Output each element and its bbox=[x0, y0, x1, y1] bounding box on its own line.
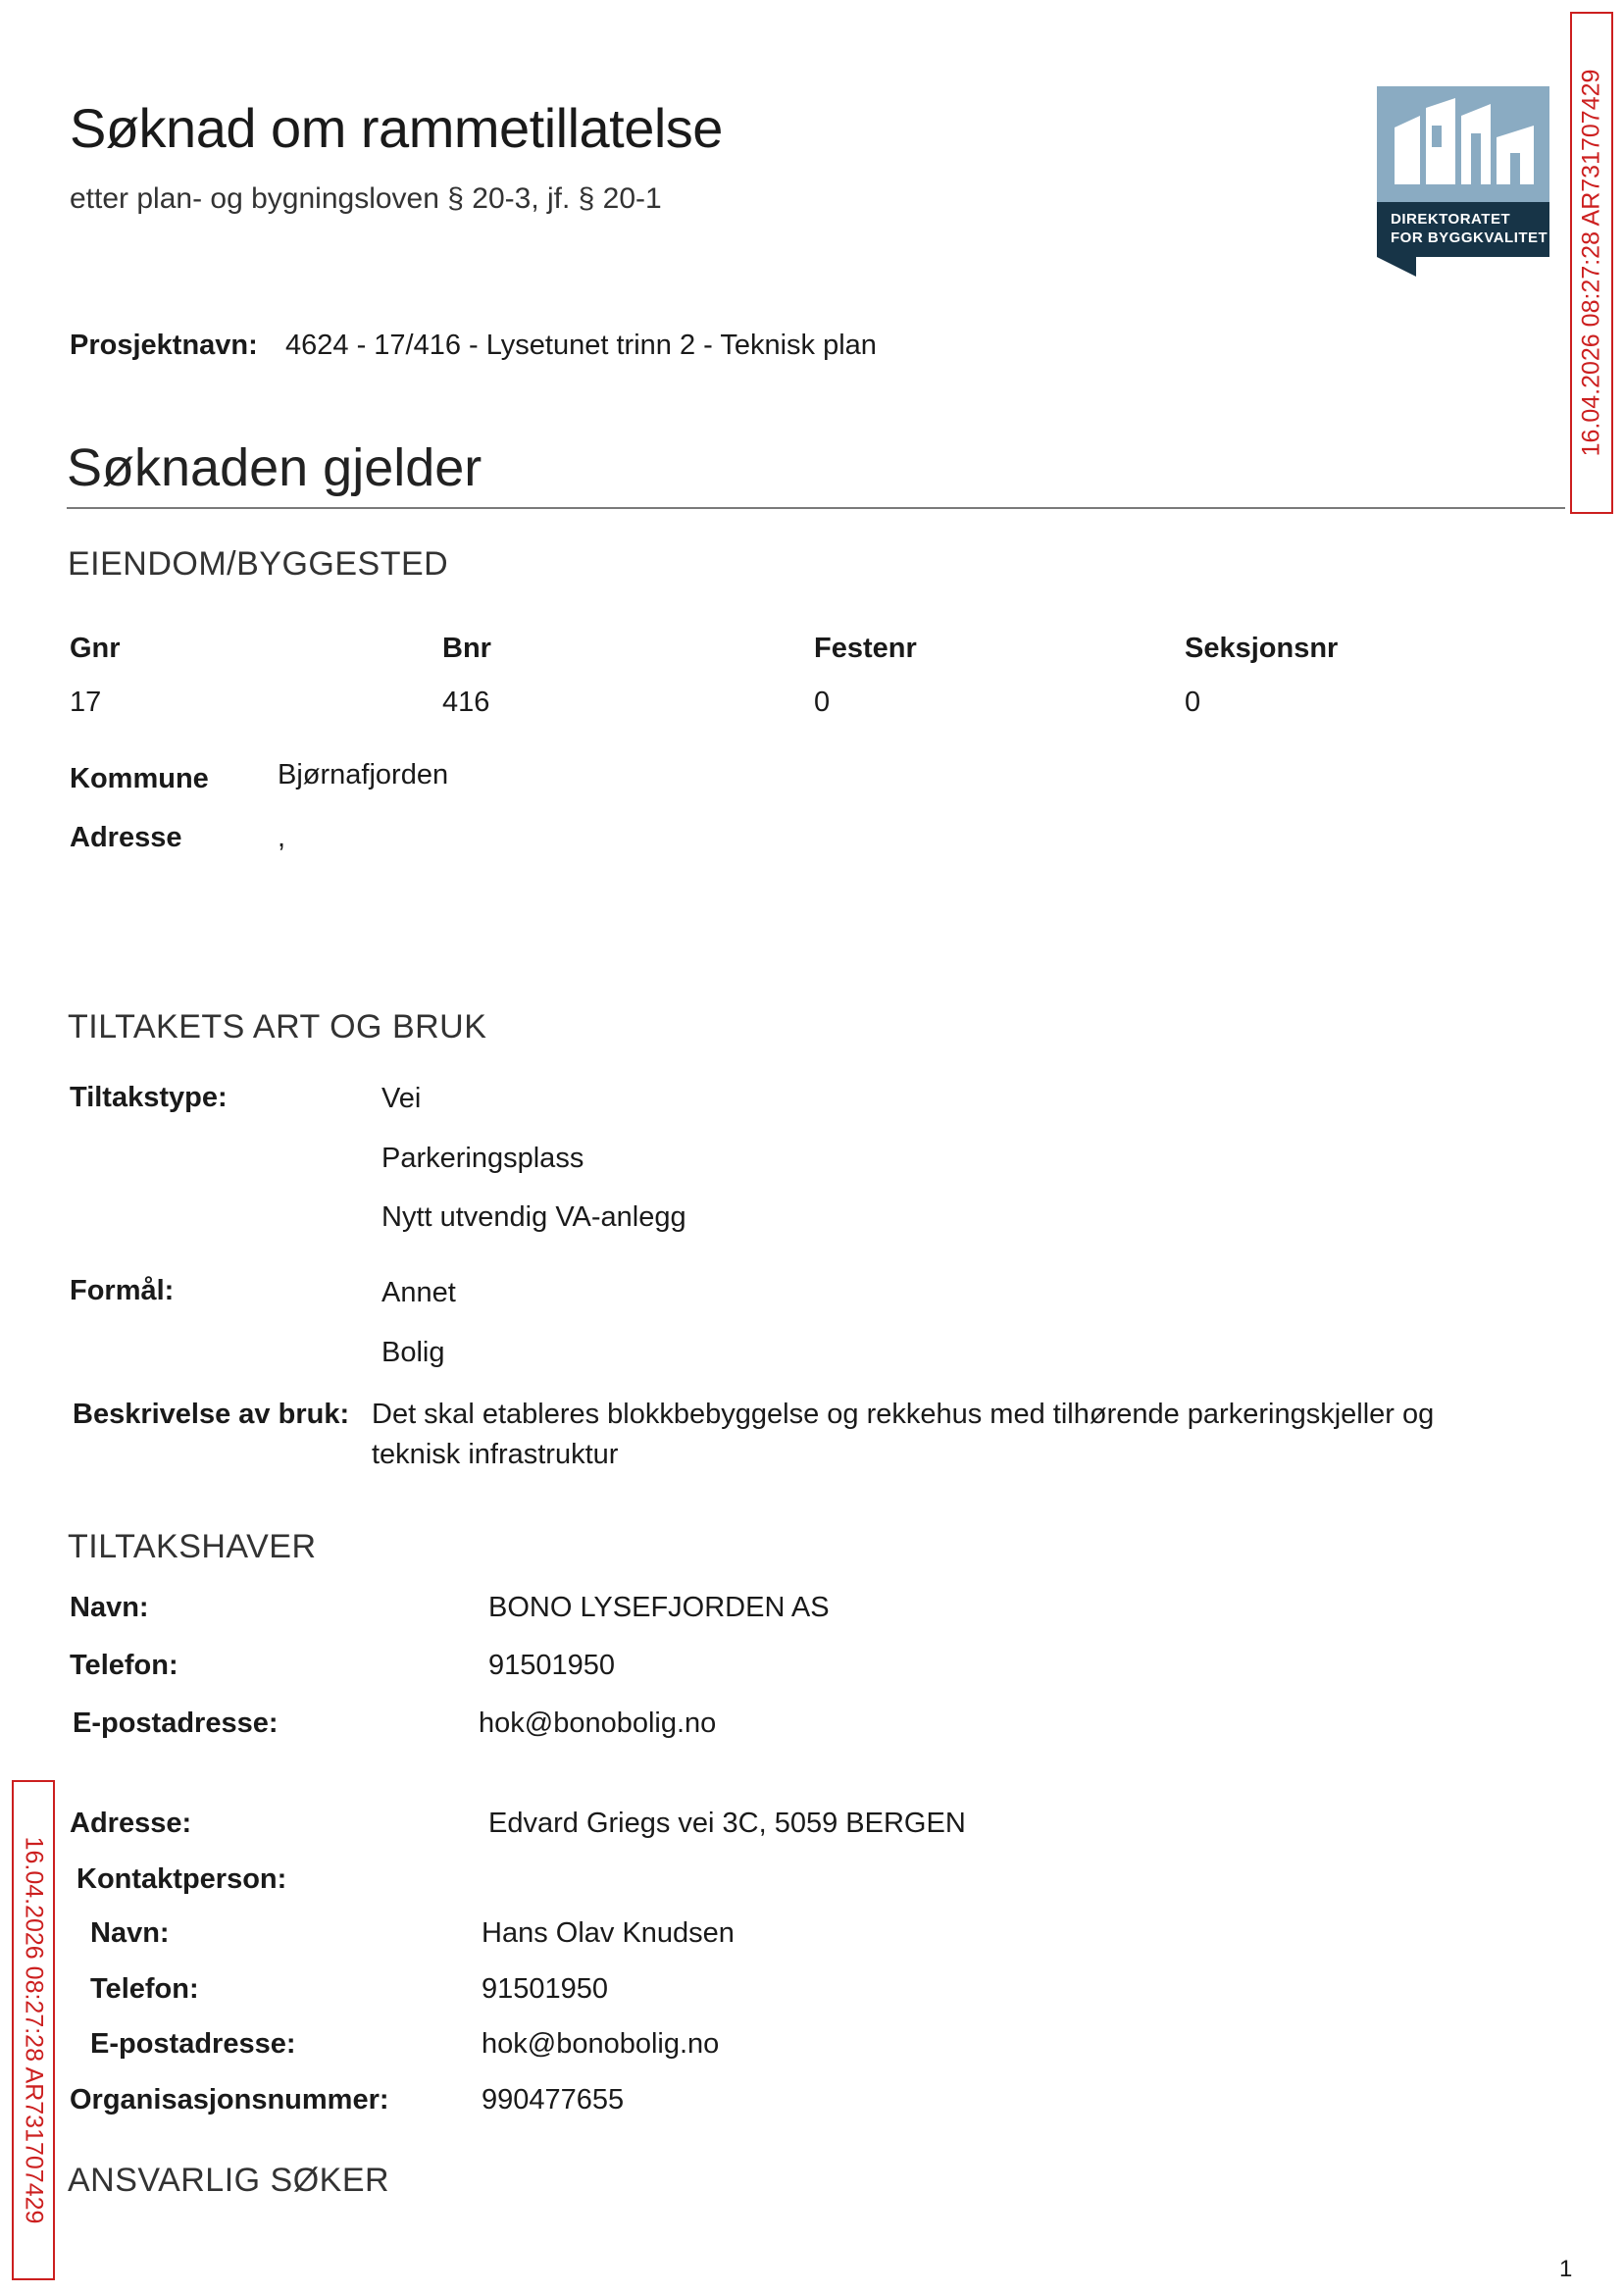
kontakt-navn-value: Hans Olav Knudsen bbox=[482, 1917, 735, 1949]
tiltakshaver-telefon-label: Telefon: bbox=[70, 1650, 178, 1681]
bnr-label: Bnr bbox=[442, 633, 491, 664]
date-stamp-text: 16.04.2026 08:27:28 AR731707429 bbox=[1577, 69, 1605, 457]
formal-item: Bolig bbox=[381, 1337, 445, 1368]
seksjonsnr-value: 0 bbox=[1185, 687, 1201, 718]
adresse-value: , bbox=[278, 822, 286, 853]
formal-label: Formål: bbox=[70, 1275, 175, 1306]
tiltakshaver-navn-value: BONO LYSEFJORDEN AS bbox=[488, 1592, 830, 1623]
formal-item: Annet bbox=[381, 1277, 456, 1308]
tiltakstype-item: Vei bbox=[381, 1083, 422, 1114]
org-value: 990477655 bbox=[482, 2084, 625, 2116]
date-stamp-top bbox=[1570, 12, 1613, 514]
seksjonsnr-label: Seksjonsnr bbox=[1185, 633, 1339, 664]
gnr-value: 17 bbox=[70, 687, 102, 718]
dibk-logo-graphic bbox=[1377, 86, 1549, 277]
kontakt-telefon-value: 91501950 bbox=[482, 1973, 609, 2005]
festenr-value: 0 bbox=[814, 687, 831, 718]
logo-text-line1: DIREKTORATET bbox=[1391, 211, 1511, 228]
tiltakstype-label: Tiltakstype: bbox=[70, 1082, 228, 1113]
kontakt-navn-label: Navn: bbox=[90, 1917, 170, 1949]
document-subtitle: etter plan- og bygningsloven § 20-3, jf. § 20-1 bbox=[70, 182, 662, 215]
org-label: Organisasjonsnummer: bbox=[70, 2084, 389, 2116]
kontakt-telefon-label: Telefon: bbox=[90, 1973, 199, 2005]
tiltak-heading: TILTAKETS ART OG BRUK bbox=[68, 1008, 487, 1045]
gnr-label: Gnr bbox=[70, 633, 121, 664]
tiltakshaver-adresse-label: Adresse: bbox=[70, 1808, 192, 1839]
kommune-label: Kommune bbox=[70, 763, 209, 794]
tiltakstype-item: Nytt utvendig VA-anlegg bbox=[381, 1201, 686, 1233]
tiltakstype-item: Parkeringsplass bbox=[381, 1143, 584, 1174]
date-stamp-bottom bbox=[12, 1780, 55, 2280]
festenr-label: Festenr bbox=[814, 633, 917, 664]
ansvarlig-heading: ANSVARLIG SØKER bbox=[68, 2162, 390, 2199]
beskrivelse-line2: teknisk infrastruktur bbox=[372, 1439, 619, 1470]
beskrivelse-line1: Det skal etableres blokkbebyggelse og rekkehus med tilhørende parkeringskjeller og bbox=[372, 1399, 1435, 1430]
document-title: Søknad om rammetillatelse bbox=[70, 97, 723, 159]
dibk-logo bbox=[1377, 86, 1549, 281]
kommune-value: Bjørnafjorden bbox=[278, 759, 449, 790]
kontaktperson-label: Kontaktperson: bbox=[76, 1863, 287, 1895]
page-number: 1 bbox=[1559, 2256, 1573, 2282]
project-label: Prosjektnavn: bbox=[70, 330, 258, 361]
section-title: Søknaden gjelder bbox=[67, 438, 482, 497]
beskrivelse-label: Beskrivelse av bruk: bbox=[73, 1399, 350, 1430]
tiltakshaver-epost-value: hok@bonobolig.no bbox=[479, 1708, 717, 1739]
tiltakshaver-navn-label: Navn: bbox=[70, 1592, 149, 1623]
section-divider bbox=[67, 507, 1565, 509]
date-stamp-text: 16.04.2026 08:27:28 AR731707429 bbox=[20, 1836, 48, 2224]
tiltakshaver-epost-label: E-postadresse: bbox=[73, 1708, 279, 1739]
tiltakshaver-telefon-value: 91501950 bbox=[488, 1650, 616, 1681]
tiltakshaver-adresse-value: Edvard Griegs vei 3C, 5059 BERGEN bbox=[488, 1808, 966, 1839]
project-value: 4624 - 17/416 - Lysetunet trinn 2 - Teknisk plan bbox=[285, 330, 877, 361]
kontakt-epost-value: hok@bonobolig.no bbox=[482, 2028, 720, 2060]
property-heading: EIENDOM/BYGGESTED bbox=[68, 545, 449, 583]
bnr-value: 416 bbox=[442, 687, 490, 718]
logo-text-line2: FOR BYGGKVALITET bbox=[1391, 229, 1548, 246]
adresse-label: Adresse bbox=[70, 822, 182, 853]
kontakt-epost-label: E-postadresse: bbox=[90, 2028, 296, 2060]
tiltakshaver-heading: TILTAKSHAVER bbox=[68, 1528, 317, 1565]
